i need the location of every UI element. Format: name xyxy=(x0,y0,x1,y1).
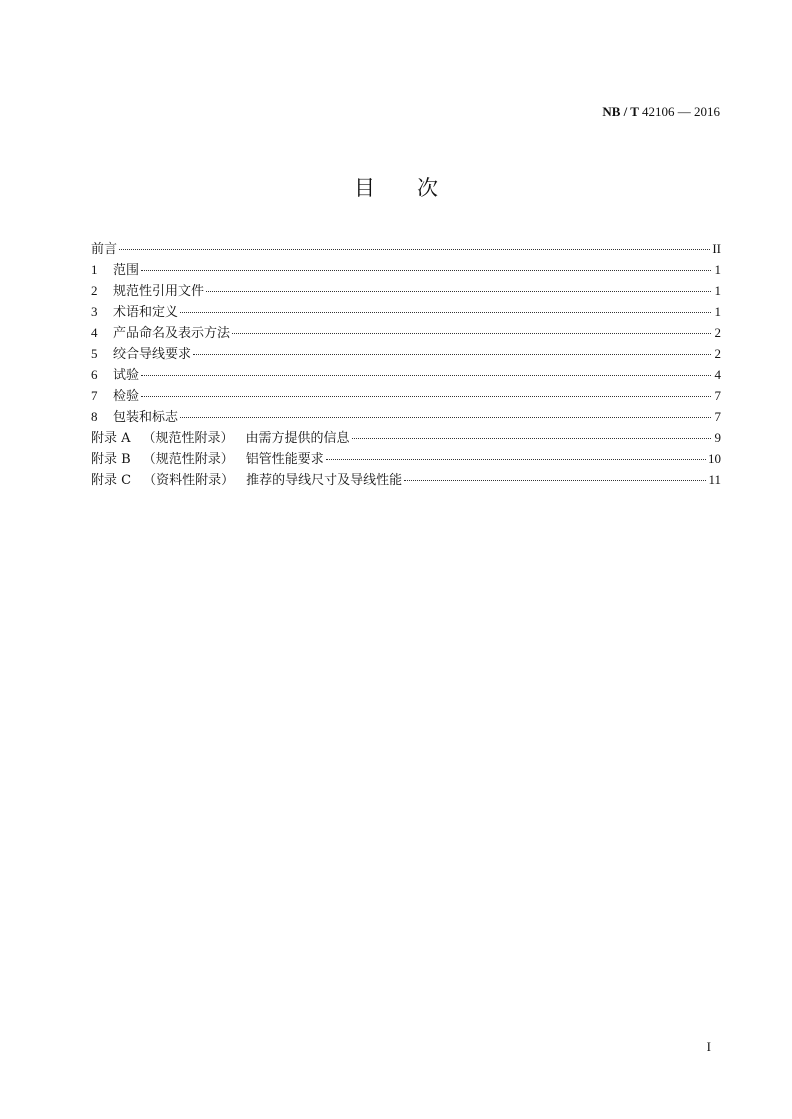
toc-entry-number: 3 xyxy=(91,304,98,319)
toc-entry-tests[interactable] xyxy=(91,364,721,385)
toc-annex-heading: 附录 C xyxy=(91,473,132,488)
toc-entry-label: 绞合导线要求 xyxy=(113,347,192,362)
toc-entry-page: 2 xyxy=(714,325,721,340)
table-of-contents xyxy=(91,238,721,490)
toc-entry-page: 1 xyxy=(714,304,721,319)
toc-leader-dots xyxy=(404,480,706,481)
toc-title: 目次 xyxy=(354,176,480,200)
toc-annex-type: （规范性附录） xyxy=(142,431,234,446)
toc-leader-dots xyxy=(180,417,711,418)
toc-entry-inspection[interactable] xyxy=(91,385,721,406)
toc-entry-number: 2 xyxy=(91,283,98,298)
toc-entry-number: 7 xyxy=(91,388,98,403)
standard-code: NB xyxy=(602,104,621,119)
toc-entry-label: 推荐的导线尺寸及导线性能 xyxy=(246,473,403,488)
toc-entry-scope[interactable] xyxy=(91,259,721,280)
toc-entry-label: 范围 xyxy=(113,263,140,278)
toc-entry-page: 1 xyxy=(714,262,721,277)
toc-entry-page: 7 xyxy=(714,409,721,424)
toc-entry-annex-a[interactable] xyxy=(91,427,721,448)
toc-leader-dots xyxy=(232,333,711,334)
toc-entry-page: 11 xyxy=(708,472,721,487)
toc-annex-type: （规范性附录） xyxy=(142,452,234,467)
toc-entry-label: 规范性引用文件 xyxy=(113,284,205,299)
toc-leader-dots xyxy=(180,312,711,313)
toc-entry-number: 1 xyxy=(91,262,98,277)
toc-annex-heading: 附录 B xyxy=(91,452,131,467)
toc-entry-label: 由需方提供的信息 xyxy=(245,431,350,446)
toc-entry-normative-references[interactable] xyxy=(91,280,721,301)
toc-entry-page: 2 xyxy=(714,346,721,361)
toc-entry-page: II xyxy=(712,241,721,256)
toc-leader-dots xyxy=(326,459,706,460)
toc-entry-label: 包装和标志 xyxy=(113,410,179,425)
toc-entry-label: 铝管性能要求 xyxy=(245,452,324,467)
toc-entry-naming[interactable] xyxy=(91,322,721,343)
toc-leader-dots xyxy=(141,270,711,271)
standard-separator: / T xyxy=(620,104,642,119)
toc-entry-number: 6 xyxy=(91,367,98,382)
toc-entry-annex-b[interactable] xyxy=(91,448,721,469)
toc-leader-dots xyxy=(141,396,711,397)
page-number: I xyxy=(706,1039,711,1054)
toc-entry-packaging[interactable] xyxy=(91,406,721,427)
toc-leader-dots xyxy=(119,249,710,250)
toc-leader-dots xyxy=(352,438,711,439)
toc-entry-number: 4 xyxy=(91,325,98,340)
toc-entry-label: 术语和定义 xyxy=(113,305,179,320)
toc-entry-label: 试验 xyxy=(113,368,140,383)
toc-entry-page: 7 xyxy=(714,388,721,403)
toc-entry-terms[interactable] xyxy=(91,301,721,322)
toc-annex-type: （资料性附录） xyxy=(143,473,235,488)
toc-entry-page: 1 xyxy=(714,283,721,298)
toc-leader-dots xyxy=(206,291,711,292)
toc-leader-dots xyxy=(193,354,711,355)
toc-leader-dots xyxy=(141,375,711,376)
toc-annex-heading: 附录 A xyxy=(91,431,131,446)
standard-number-header xyxy=(602,104,720,120)
toc-entry-page: 9 xyxy=(714,430,721,445)
toc-entry-label: 产品命名及表示方法 xyxy=(113,326,231,341)
toc-entry-annex-c[interactable] xyxy=(91,469,721,490)
toc-entry-foreword[interactable] xyxy=(91,238,721,259)
toc-entry-number: 8 xyxy=(91,409,98,424)
toc-entry-label: 检验 xyxy=(113,389,140,404)
toc-entry-conductor-requirements[interactable] xyxy=(91,343,721,364)
toc-entry-page: 10 xyxy=(708,451,721,466)
toc-entry-page: 4 xyxy=(714,367,721,382)
standard-number: 42106 — 2016 xyxy=(642,104,720,119)
toc-entry-number: 5 xyxy=(91,346,98,361)
toc-entry-label: 前言 xyxy=(91,242,118,257)
